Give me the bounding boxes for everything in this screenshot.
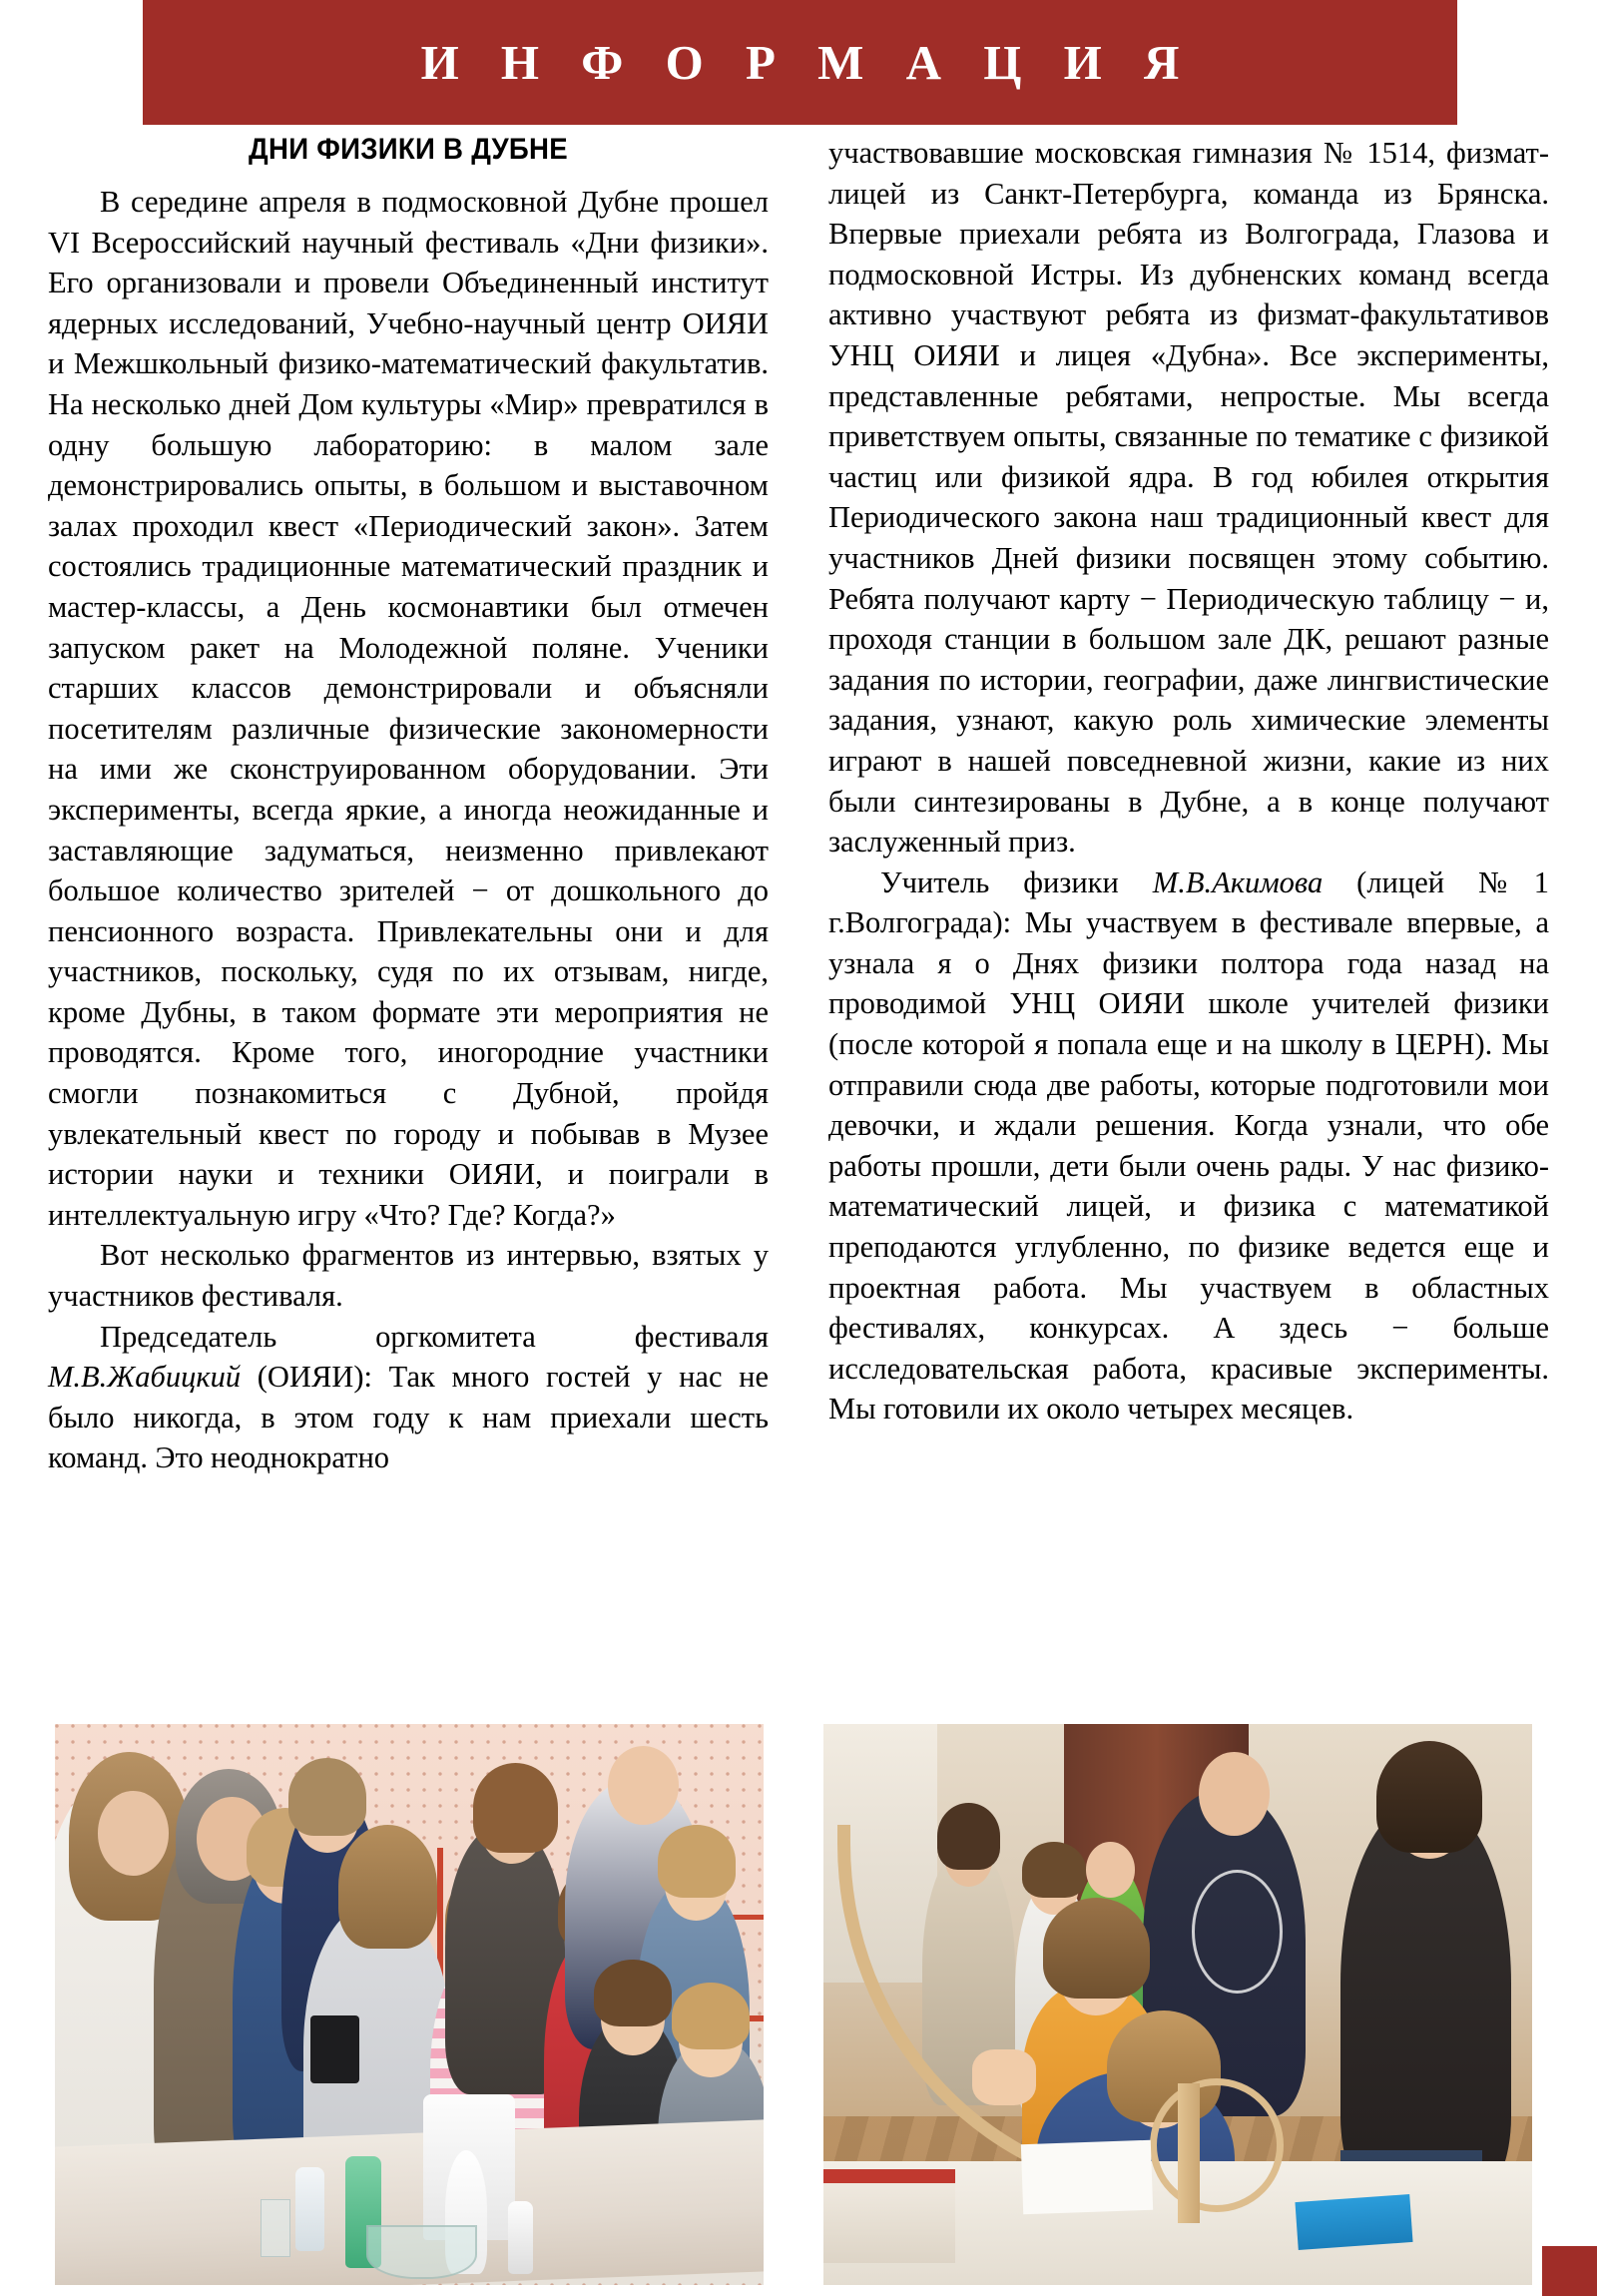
photo1-woman-back-hair [473,1763,558,1853]
photo1-boy-front-hair [672,1983,750,2049]
photo2-blue-box [1296,2194,1413,2250]
article-column-right [828,133,1549,1695]
zhabitsky-name: М.В.Жабицкий [48,1360,242,1395]
photo1-person-4-hair [288,1758,366,1837]
page-title: ДНИ ФИЗИКИ В ДУБНЕ [249,133,568,166]
photo-wooden-ramp-experiment [823,1724,1532,2285]
article-column-left [48,133,769,1695]
paragraph-akimova [828,862,1549,1430]
photo1-dropper-bottle [508,2201,533,2274]
akimova-name: М.В.Акимова [1152,864,1324,899]
photo1-girl-center-hair [338,1825,437,1949]
zhabitsky-rest: (ОИЯИ): Так много гостей у нас не было никогда, в этом году к нам приехали шесть команд. Это неоднократно [48,1360,769,1475]
photo1-white-bottle [295,2167,323,2251]
photo2-info-card [1021,2140,1153,2214]
photo1-boy-dark-hair [594,1960,672,2026]
article-body [48,133,1549,1695]
photo2-woman-body [1340,1803,1510,2195]
photo1-man-head [608,1746,679,1825]
photo2-wooden-post [1178,2083,1200,2223]
photo2-man-tshirt-print [1192,1870,1283,1994]
photo1-person-1-head [98,1791,169,1875]
zhabitsky-lead: Председатель оргкомитета фестиваля [100,1319,769,1354]
photo1-glass-bowl [366,2225,477,2280]
akimova-rest: (лицей №1 г.Волгограда): Мы участвуем в фестивале впервые, а узнала я о Днях физики полтора года назад на проводимой УНЦ ОИЯИ школе учителей физики (после которой я попала еще и на школу в ЦЕРН). Мы отправили сюда две работы, которые подготовили мои девочки, и ждали решения. Когда узнали, что обе работы прошли, дети были очень рады. У нас физико-математический лицей, и физика с математикой преподаются углубленно, по физике ведется еще и проектная работа. Мы участвуем в областных фестивалях, конкурсах. А здесь − больше исследовательская работа, красивые эксперименты. Мы готовили их около четырех месяцев. [828,864,1550,1427]
akimova-lead: Учитель физики [880,864,1153,899]
photo2-wooden-ring [1150,2078,1284,2212]
section-banner [143,0,1457,125]
paragraph-zhabitsky [48,1317,769,1478]
photo-row [55,1724,1532,2285]
photo-chemistry-demonstration [55,1724,764,2285]
photo1-boy-blue-hair [658,1825,736,1898]
paragraph-interview-lead: Вот несколько фрагментов из интервью, взятых у участников фестиваля. [48,1238,769,1314]
photo1-beaker [261,2199,290,2257]
paragraph-intro: В середине апреля в подмосковной Дубне прошел VI Всероссийский научный фестиваль «Дни физики». Его организовали и провели Объединенный институт ядерных исследований, Учебно-научный центр ОИЯИ и Межшкольный физико-математический факультатив. На несколько дней Дом культуры «Мир» превратился в одну большую лабораторию: в малом зале демонстрировались опыты, в большом и выставочном залах проходил квест «Периодический закон». Затем состоялись традиционные математический праздник и мастер-классы, а День космонавтики был отмечен запуском ракет на Молодежной поляне. Ученики старших классов демонстрировали и объясняли посетителям различные физические закономерности на ими же сконструированном оборудовании. Эти эксперименты, всегда яркие, а иногда неожиданные и заставляющие задуматься, неизменно привлекают большое количество зрителей − от дошкольного до пенсионного возраста. Привлекательны они и для участников, поскольку, судя по их отзывам, нигде, кроме Дубны, в таком формате эти мероприятия не проводятся. Кроме того, иногородние участники смогли познакомиться с Дубной, пройдя увлекательный квест по городу и побывав в Музее истории науки и техники ОИЯИ, и поиграли в интеллектуальную игру «Что? Где? Когда?» [48,185,769,1232]
photo1-smartphone [310,2015,360,2082]
corner-accent-block [1542,2246,1597,2296]
photo2-woman-hair [1376,1741,1483,1853]
photo2-paper-box [823,2169,955,2263]
paragraph-teams: участвовавшие московская гимназия № 1514, физмат-лицей из Санкт-Петербурга, команда из Брянска. Впервые приехали ребята из Волгограда, Глазова и подмосковной Истры. Из дубненских команд всегда активно участвуют ребята из физмат-факультативов УНЦ ОИЯИ и лицея «Дубна». Все эксперименты, представленные ребятами, непростые. Мы всегда приветствуем опыты, связанные по тематике с физикой частиц или физикой ядра. В год юбилея открытия Периодического закона наш традиционный квест для участников Дней физики посвящен этому событию. Ребята получают карту − Периодическую таблицу − и, проходя станции в большом зале ДК, решают разные задания по истории, географии, даже лингвистические задания, узнают, какую роль химические элементы играют в нашей повседневной жизни, какие из них были синтезированы в Дубне, а в конце получают заслуженный приз. [828,136,1549,860]
banner-title: И Н Ф О Р М А Ц И Я [420,35,1195,90]
